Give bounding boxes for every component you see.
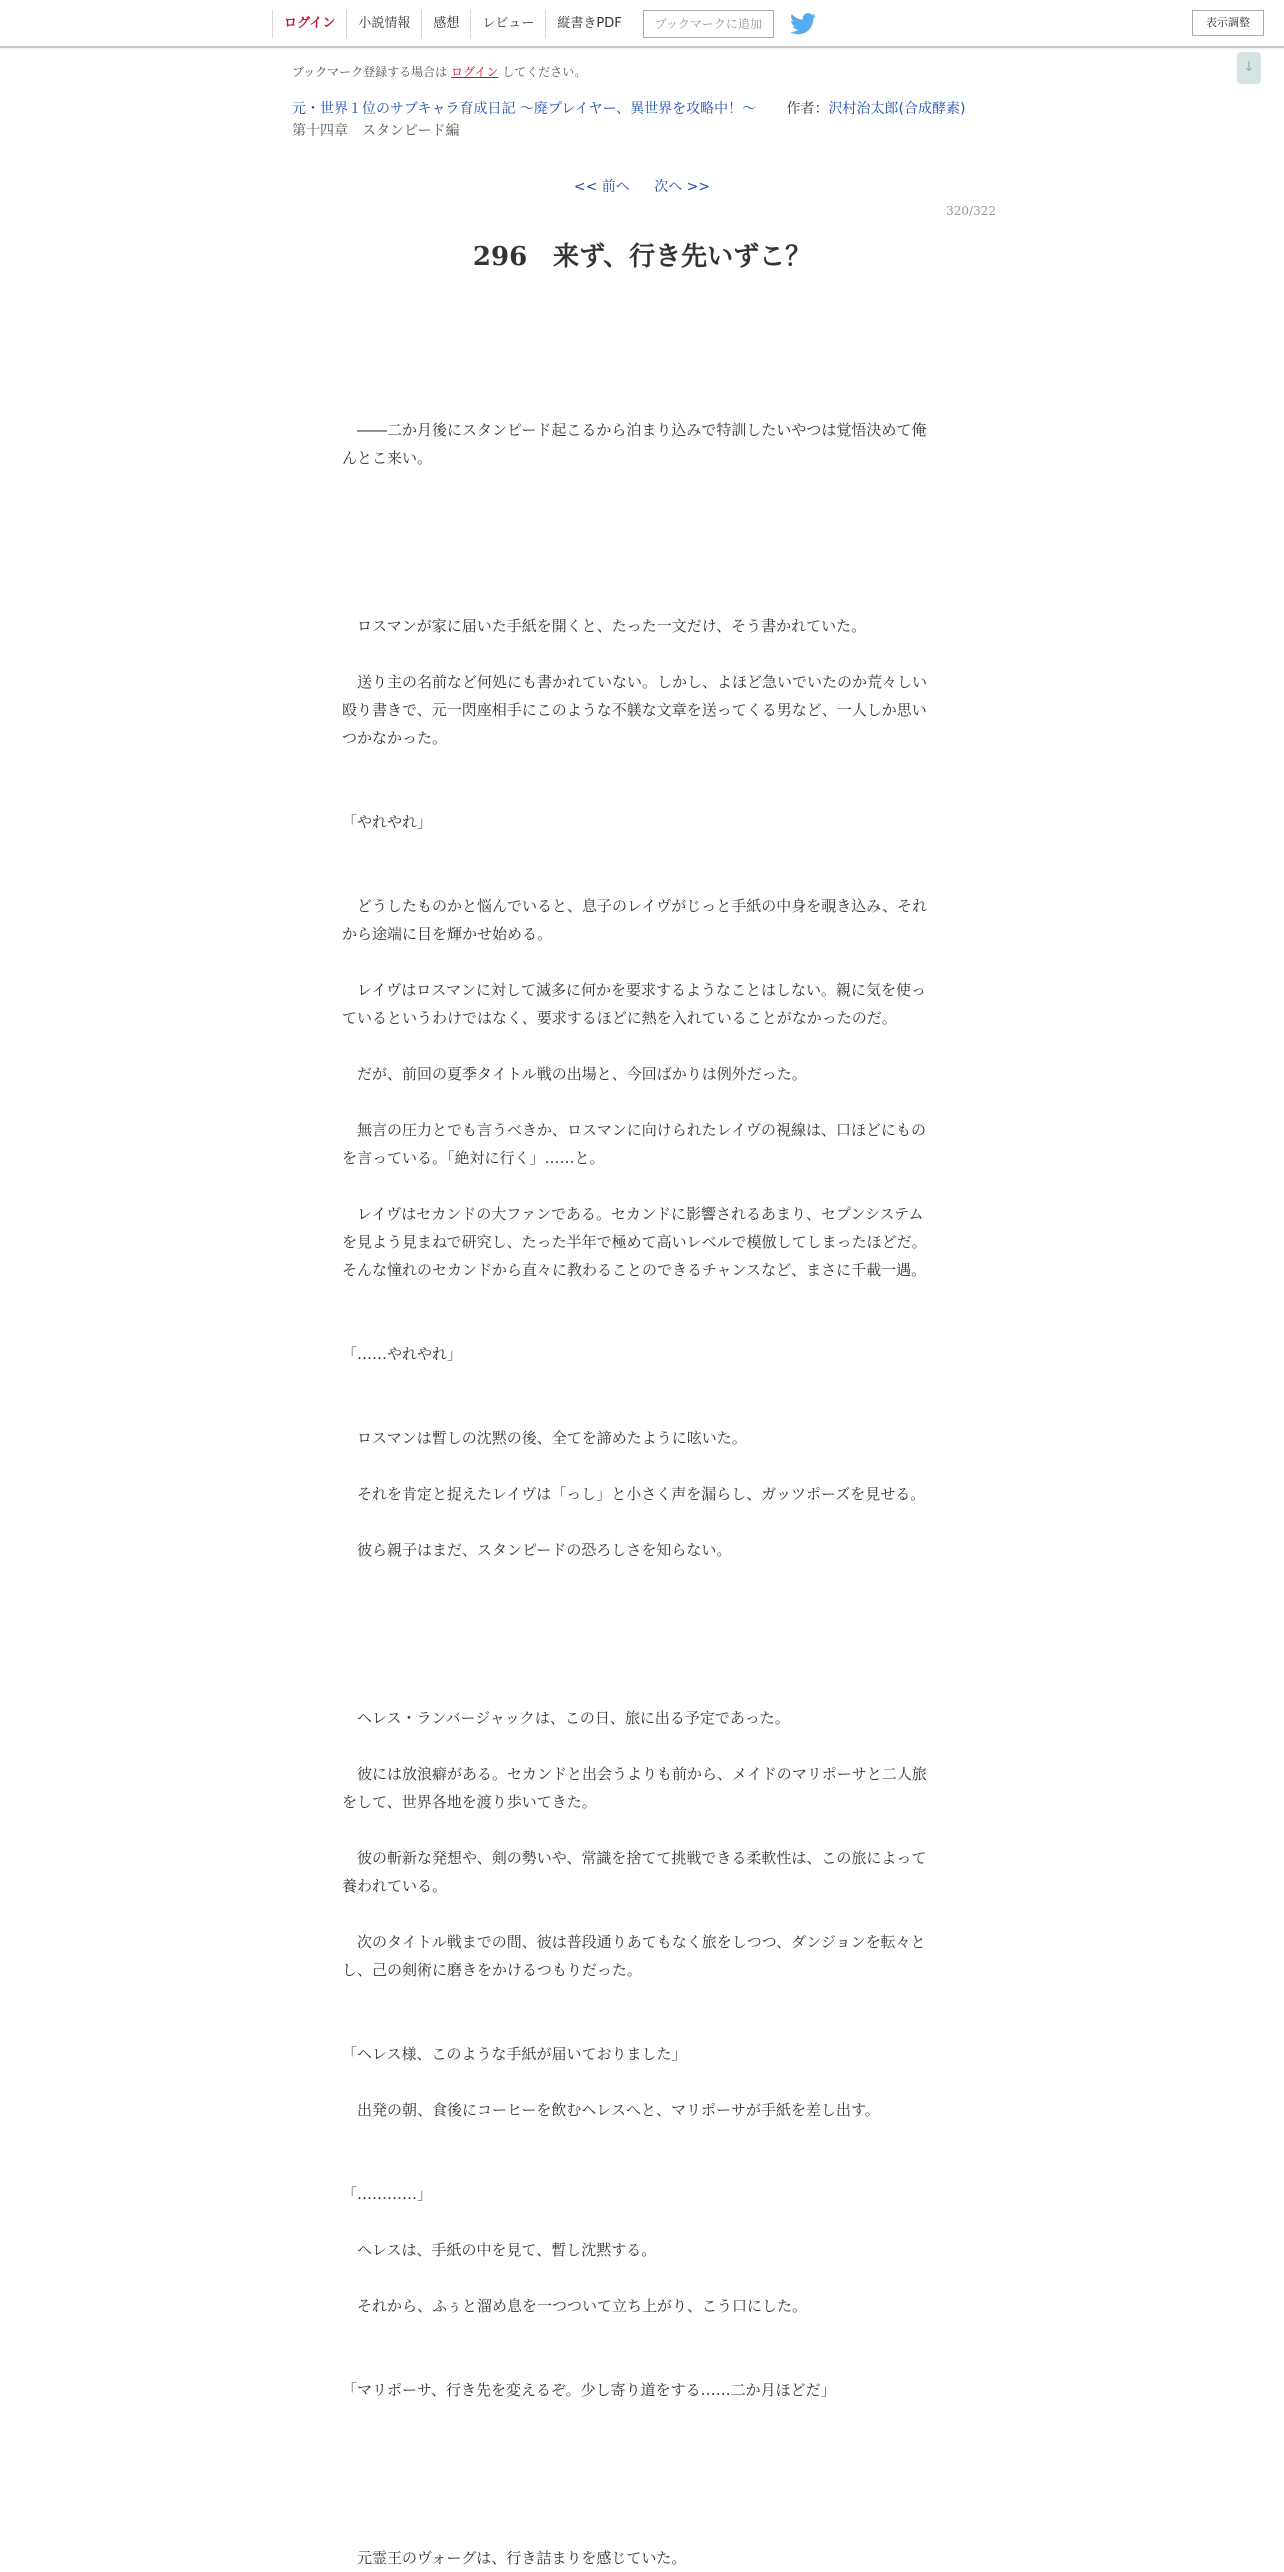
novel-paragraph: ヘレス・ランバージャックは、この日、旅に出る予定であった。	[342, 1709, 790, 1727]
novel-paragraph: 「……やれやれ」	[342, 1345, 463, 1363]
novel-paragraph: 彼ら親子はまだ、スタンピードの恐ろしさを知らない。	[342, 1541, 732, 1559]
series-title-link[interactable]: 元・世界１位のサブキャラ育成日記 ～廃プレイヤー、異世界を攻略中！～	[292, 101, 757, 117]
blank-line	[342, 500, 934, 528]
blank-line	[342, 1648, 934, 1676]
novel-paragraph: 次のタイトル戦までの間、彼は普段通りあてもなく旅をしつつ、ダンジョンを転々とし、己の剣術に磨きをかけるつもりだった。	[342, 1933, 926, 1979]
novel-paragraph: 彼には放浪癖がある。セカンドと出会うよりも前から、メイドのマリポーサと二人旅をして、世界各地を渡り歩いてきた。	[342, 1765, 927, 1811]
blank-line	[342, 2152, 934, 2180]
novel-info-link[interactable]: 小説情報	[346, 10, 421, 38]
blank-line	[342, 1452, 934, 1480]
blank-line	[342, 556, 934, 584]
blank-line	[342, 1564, 934, 1592]
blank-line	[342, 780, 934, 808]
novel-body	[342, 360, 934, 2572]
novel-paragraph: レイヴはロスマンに対して滅多に何かを要求するようなことはしない。親に気を使っているというわけではなく、要求するほどに熱を入れていることがなかったのだ。	[342, 981, 926, 1027]
blank-line	[342, 1032, 934, 1060]
blank-line	[342, 2404, 934, 2432]
novel-paragraph: 「…………」	[342, 2185, 433, 2203]
blank-line	[342, 584, 934, 612]
blank-line	[342, 1620, 934, 1648]
novel-paragraph: 出発の朝、食後にコーヒーを飲むヘレスへと、マリポーサが手紙を差し出す。	[342, 2101, 880, 2119]
novel-paragraph: ロスマンが家に届いた手紙を開くと、たった一文だけ、そう書かれていた。	[342, 617, 867, 635]
blank-line	[342, 1676, 934, 1704]
vertical-pdf-link[interactable]: 縦書きPDF	[545, 10, 632, 38]
twitter-bird-icon[interactable]	[790, 13, 816, 35]
scroll-down-button[interactable]: ↓	[1237, 52, 1261, 84]
notice-prefix: ブックマーク登録する場合は	[292, 65, 448, 79]
episode-title: 296 来ず、行き先いずこ？	[472, 242, 812, 272]
blank-line	[342, 1984, 934, 2012]
blank-line	[342, 1368, 934, 1396]
login-link[interactable]: ログイン	[272, 10, 346, 38]
blank-line	[342, 2348, 934, 2376]
blank-line	[342, 2516, 934, 2544]
novel-paragraph: 元霊王のヴォーグは、行き詰まりを感じていた。	[342, 2549, 687, 2567]
blank-line	[342, 1508, 934, 1536]
blank-line	[342, 1396, 934, 1424]
review-link[interactable]: レビュー	[470, 10, 545, 38]
blank-line	[342, 472, 934, 500]
novel-paragraph: ロスマンは暫しの沈黙の後、全てを諦めたように呟いた。	[342, 1429, 747, 1447]
blank-line	[342, 1592, 934, 1620]
novel-paragraph: 彼の斬新な発想や、剣の勢いや、常識を捨てて挑戦できる柔軟性は、この旅によって養われている。	[342, 1849, 927, 1895]
blank-line	[342, 2124, 934, 2152]
blank-line	[342, 388, 934, 416]
series-info	[292, 98, 965, 118]
blank-line	[342, 1284, 934, 1312]
novel-paragraph: どうしたものかと悩んでいると、息子のレイヴがじっと手紙の中身を覗き込み、それから途端に目を輝かせ始める。	[342, 897, 928, 943]
novel-paragraph: レイヴはセカンドの大ファンである。セカンドに影響されるあまり、セプンシステムを見よう見まねで研究し、たった半年で極めて高いレベルで模倣してしまったほどだ。そんな憧れのセカンドから直々に教わることのできるチャンスなど、まさに千載一遇。	[342, 1205, 927, 1279]
display-settings-button[interactable]: 表示調整	[1192, 10, 1264, 36]
page-counter: 320/322	[946, 204, 996, 218]
blank-line	[342, 752, 934, 780]
blank-line	[342, 2208, 934, 2236]
novel-paragraph: 無言の圧力とでも言うべきか、ロスマンに向けられたレイヴの視線は、口ほどにものを言っている。「絶対に行く」……と。	[342, 1121, 926, 1167]
blank-line	[342, 1816, 934, 1844]
blank-line	[342, 360, 934, 388]
novel-paragraph: 「やれやれ」	[342, 813, 433, 831]
blank-line	[342, 1172, 934, 1200]
novel-paragraph: だが、前回の夏季タイトル戦の出場と、今回ばかりは例外だった。	[342, 1065, 807, 1083]
blank-line	[342, 2320, 934, 2348]
blank-line	[342, 2068, 934, 2096]
blank-line	[342, 1312, 934, 1340]
novel-paragraph: それから、ふぅと溜め息を一つついて立ち上がり、こう口にした。	[342, 2297, 808, 2315]
blank-line	[342, 836, 934, 864]
add-bookmark-button[interactable]: ブックマークに追加	[643, 10, 774, 38]
blank-line	[342, 528, 934, 556]
blank-line	[342, 2460, 934, 2488]
chapter-name: 第十四章 スタンピード編	[292, 123, 460, 139]
blank-line	[342, 2488, 934, 2516]
author-link[interactable]: 沢村治太郎(合成酵素)	[828, 101, 966, 117]
blank-line	[342, 2012, 934, 2040]
blank-line	[342, 1900, 934, 1928]
blank-line	[342, 948, 934, 976]
novel-paragraph: ヘレスは、手紙の中を見て、暫し沈黙する。	[342, 2241, 657, 2259]
novel-paragraph: それを肯定と捉えたレイヴは「っし」と小さく声を漏らし、ガッツポーズを見せる。	[342, 1485, 926, 1503]
blank-line	[342, 2264, 934, 2292]
blank-line	[342, 1732, 934, 1760]
nav-menu	[272, 10, 816, 38]
episode-pager	[0, 176, 1284, 196]
prev-episode-link[interactable]: << 前へ	[573, 179, 630, 195]
author-label: 作者：	[786, 101, 829, 117]
impressions-link[interactable]: 感想	[421, 10, 470, 38]
top-navigation-bar	[0, 0, 1284, 48]
blank-line	[342, 1088, 934, 1116]
twitter-bird-icon-svg	[790, 13, 816, 35]
blank-line	[342, 864, 934, 892]
novel-paragraph: 「マリポーサ、行き先を変えるぞ。少し寄り道をする……二か月ほどだ」	[342, 2381, 836, 2399]
novel-paragraph: ――二か月後にスタンピード起こるから泊まり込みで特訓したいやつは覚悟決めて俺んとこ来い。	[342, 421, 927, 467]
notice-suffix: してください。	[502, 65, 587, 79]
next-episode-link[interactable]: 次へ >>	[654, 179, 711, 195]
blank-line	[342, 640, 934, 668]
novel-paragraph: 送り主の名前など何処にも書かれていない。しかし、よほど急いでいたのか荒々しい殴り書きで、元一閃座相手にこのような不躾な文章を送ってくる男など、一人しか思いつかなかった。	[342, 673, 928, 747]
blank-line	[342, 2432, 934, 2460]
novel-paragraph: 「ヘレス様、このような手紙が届いておりました」	[342, 2045, 687, 2063]
notice-login-link[interactable]: ログイン	[451, 65, 499, 79]
bookmark-login-notice	[292, 63, 586, 80]
